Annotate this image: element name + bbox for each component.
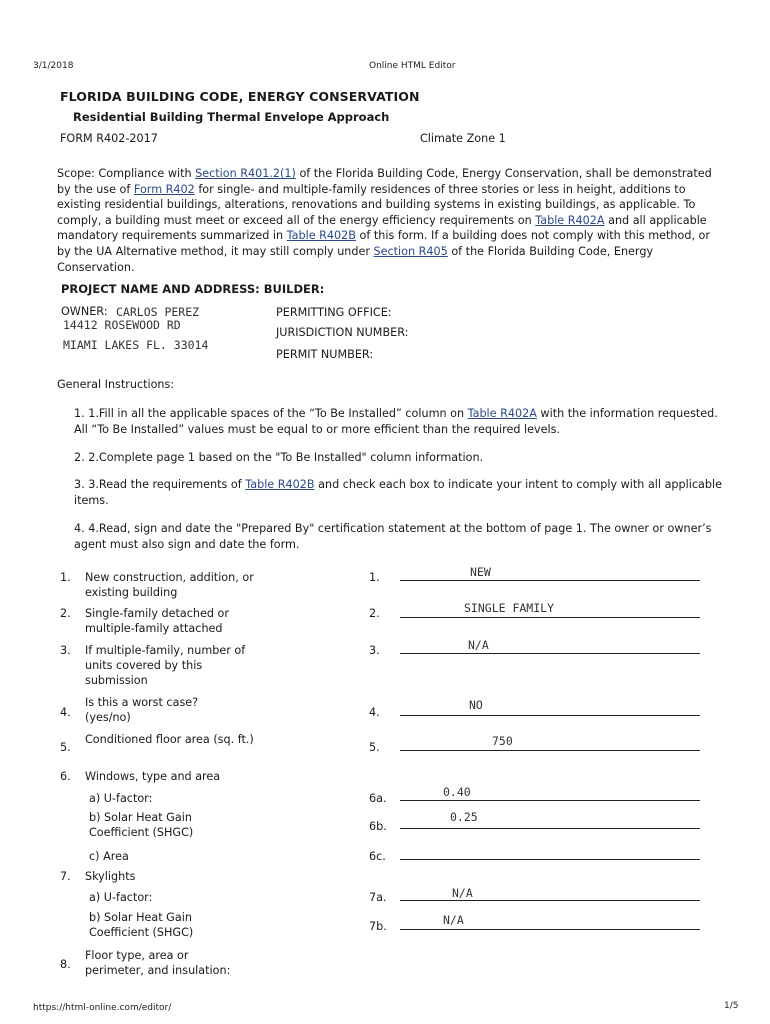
instructions-heading: General Instructions: (57, 378, 175, 391)
print-title: Online HTML Editor (369, 61, 456, 71)
question-text: Windows, type and area (85, 770, 221, 783)
instruction-text: with the information requested. All “To Be Installed” values must be equal to or more efficient than the required levels. (74, 407, 718, 436)
scope-text: and all applicable mandatory requirements summarized in (57, 213, 707, 243)
jurisdiction-number-label: JURISDICTION NUMBER: (276, 326, 409, 339)
answer-value[interactable]: N/A (443, 913, 464, 927)
owner-street: 14412 ROSEWOOD RD (63, 318, 181, 332)
answer-label: 7a. (369, 891, 387, 904)
question-text: Skylights (85, 870, 136, 883)
answer-line (400, 653, 700, 654)
answer-line (400, 800, 700, 801)
instruction-text: 1.Fill in all the applicable spaces of the “To Be Installed” column on (88, 407, 468, 420)
scope-text: of the Florida Building Code, Energy Conservation, shall be demonstrated by the use of (57, 167, 712, 196)
print-url: https://html-online.com/editor/ (33, 1003, 172, 1013)
question-text: New construction, addition, or existing building (85, 571, 254, 599)
question-text: b) Solar Heat Gain Coefficient (SHGC) (89, 811, 194, 839)
climate-zone (420, 131, 505, 147)
instruction-number: 1. (74, 407, 85, 420)
question-text: a) U-factor: (89, 792, 153, 805)
question-number: 7. (60, 870, 71, 883)
question-text: b) Solar Heat Gain Coefficient (SHGC) (89, 911, 194, 939)
answer-line (400, 715, 700, 716)
link-table-r402a[interactable]: Table R402A (467, 407, 537, 420)
answer-line (400, 828, 700, 829)
instruction-text: 4.Read, sign and date the "Prepared By" certification statement at the bottom of page 1. The owner or owner’s agent must also sign and date the form. (74, 522, 712, 551)
question-number: 6. (60, 770, 71, 783)
answer-line (400, 859, 700, 860)
answer-value[interactable]: SINGLE FAMILY (464, 601, 555, 615)
answer-label: 4. (369, 706, 380, 719)
scope-text: of this form. If a building does not comply with this method, or by the UA Alternative method, it may still comply under (57, 229, 710, 258)
scope-text: Scope: Compliance with (57, 167, 196, 180)
link-section-r405[interactable]: Section R405 (373, 244, 448, 258)
print-date: 3/1/2018 (33, 61, 74, 71)
climate-zone-label: Climate Zone (420, 132, 496, 145)
answer-label: 7b. (369, 920, 387, 933)
scope-text: of the Florida Building Code, Energy Conservation. (57, 244, 654, 274)
instruction-text: and check each box to indicate your intent to comply with all applicable items. (74, 478, 722, 507)
answer-value[interactable]: N/A (452, 886, 473, 900)
answer-value[interactable]: NO (469, 698, 483, 712)
answer-value[interactable]: 0.25 (450, 810, 478, 824)
permitting-office-label: PERMITTING OFFICE: (276, 306, 392, 319)
question-number: 5. (60, 741, 71, 754)
link-table-r402b[interactable]: Table R402B (286, 229, 356, 243)
link-section-r401[interactable]: Section R401.2(1) (195, 167, 296, 180)
owner-city: MIAMI LAKES FL. 33014 (63, 338, 209, 352)
project-heading: PROJECT NAME AND ADDRESS: BUILDER: (61, 282, 325, 296)
document-subtitle: Residential Building Thermal Envelope Approach (73, 110, 390, 124)
question-number: 1. (60, 571, 71, 584)
answer-line (400, 617, 700, 618)
scope-paragraph (57, 166, 717, 275)
answer-line (400, 580, 700, 581)
question-text: Single-family detached or multiple-family attached (85, 607, 229, 635)
instruction-item (74, 521, 724, 552)
instruction-text: 2.Complete page 1 based on the "To Be Installed" column information. (88, 451, 484, 464)
question-text: If multiple-family, number of units covered by this submission (85, 644, 246, 687)
instruction-number: 4. (74, 522, 85, 535)
climate-zone-value: 1 (498, 132, 506, 145)
answer-label: 1. (369, 571, 380, 584)
instruction-number: 2. (74, 451, 85, 464)
question-number: 2. (60, 607, 71, 620)
question-number: 3. (60, 644, 71, 657)
link-table-r402b[interactable]: Table R402B (245, 478, 315, 491)
question-number: 8. (60, 958, 71, 971)
form-number: FORM R402-2017 (60, 132, 158, 145)
question-text: c) Area (89, 850, 129, 863)
answer-value[interactable]: N/A (468, 638, 489, 652)
question-text: Floor type, area or perimeter, and insulation: (85, 949, 231, 977)
document-title: FLORIDA BUILDING CODE, ENERGY CONSERVATION (60, 89, 420, 104)
answer-value[interactable]: 0.40 (443, 785, 471, 799)
question-number: 4. (60, 706, 71, 719)
answer-value[interactable]: NEW (470, 565, 491, 579)
answer-label: 6c. (369, 850, 386, 863)
answer-label: 6a. (369, 792, 387, 805)
owner-name: CARLOS PEREZ (116, 305, 200, 319)
owner-label: OWNER: (61, 305, 108, 318)
instruction-item (74, 406, 724, 437)
answer-label: 6b. (369, 820, 387, 833)
link-form-r402[interactable]: Form R402 (133, 182, 195, 196)
permit-number-label: PERMIT NUMBER: (276, 348, 374, 361)
answer-label: 5. (369, 741, 380, 754)
link-table-r402a[interactable]: Table R402A (535, 213, 605, 227)
question-text: Is this a worst case? (yes/no) (85, 696, 199, 724)
scope-text: for single- and multiple-family residences of three stories or less in height, additions to existing residential buildings, alterations, renovations and building systems in existing buildings, as applicable. To comply, a building must meet or exceed all of the energy efficiency requirements on (57, 182, 696, 227)
answer-label: 2. (369, 607, 380, 620)
question-text: Conditioned floor area (sq. ft.) (85, 733, 254, 746)
answer-line (400, 900, 700, 901)
instruction-item (74, 450, 724, 466)
question-text: a) U-factor: (89, 891, 153, 904)
answer-line (400, 929, 700, 930)
instruction-item (74, 477, 724, 508)
answer-value[interactable]: 750 (492, 734, 513, 748)
instruction-text: 3.Read the requirements of (88, 478, 246, 491)
answer-label: 3. (369, 644, 380, 657)
print-page: 1/5 (724, 1001, 739, 1011)
instruction-number: 3. (74, 478, 85, 491)
answer-line (400, 750, 700, 751)
